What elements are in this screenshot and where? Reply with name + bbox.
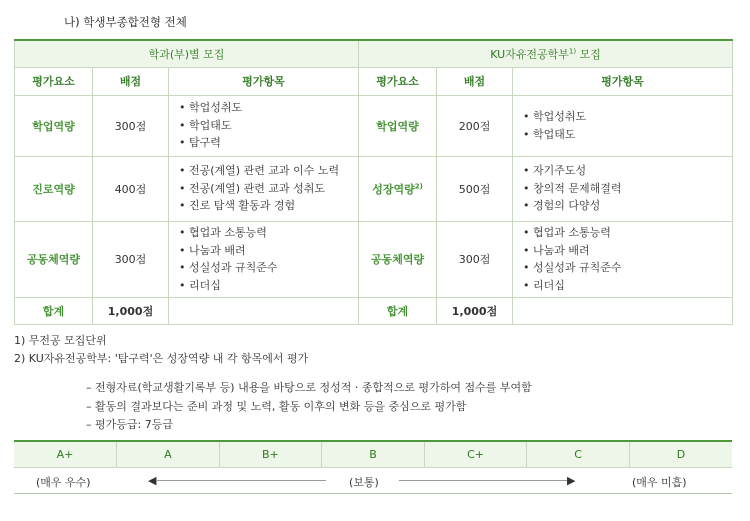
list-item: • 탐구력 bbox=[179, 134, 358, 152]
items-cell bbox=[513, 221, 733, 297]
items-cell bbox=[513, 95, 733, 156]
list-item: • 리더십 bbox=[523, 277, 732, 295]
empty-cell bbox=[169, 297, 359, 324]
group-header-ku-liberal: KU자유전공학부$^{1)}$ 모집 bbox=[359, 40, 733, 67]
list-item: • 성실성과 규칙준수 bbox=[179, 259, 358, 277]
category-cell: 성장역량$^{2)}$ bbox=[359, 156, 437, 221]
list-item: • 학업태도 bbox=[179, 117, 358, 135]
total-label-left: 합계 bbox=[15, 297, 93, 324]
scale-middle-label: (보통) bbox=[349, 476, 379, 489]
score-cell: 200점 bbox=[437, 95, 513, 156]
grade-b-plus: B+ bbox=[219, 441, 322, 467]
category-cell: 진로역량 bbox=[15, 156, 93, 221]
items-cell bbox=[513, 156, 733, 221]
evaluation-table bbox=[14, 39, 733, 325]
col-header-items-left: 평가항목 bbox=[169, 67, 359, 95]
items-cell bbox=[169, 221, 359, 297]
list-item: • 자기주도성 bbox=[523, 162, 732, 180]
evaluation-notes bbox=[86, 379, 532, 435]
list-item: • 협업과 소통능력 bbox=[523, 224, 732, 242]
table-row bbox=[15, 156, 733, 221]
list-item: • 진로 탐색 활동과 경험 bbox=[179, 197, 358, 215]
list-item: • 학업태도 bbox=[523, 126, 732, 144]
note-item: – 전형자료(학교생활기록부 등) 내용을 바탕으로 정성적 · 종합적으로 평가하여 점수를 부여함 bbox=[86, 381, 532, 394]
arrow-line-left bbox=[156, 480, 326, 481]
total-row bbox=[15, 297, 733, 324]
list-item: • 전공(계열) 관련 교과 성취도 bbox=[179, 180, 358, 198]
footnote-1: 1) 무전공 모집단위 bbox=[14, 334, 107, 347]
total-score-right: 1,000점 bbox=[437, 297, 513, 324]
list-item: • 창의적 문제해결력 bbox=[523, 180, 732, 198]
col-header-score-right: 배점 bbox=[437, 67, 513, 95]
table-row bbox=[15, 95, 733, 156]
col-header-element-left: 평가요소 bbox=[15, 67, 93, 95]
col-header-score-left: 배점 bbox=[93, 67, 169, 95]
score-cell: 300점 bbox=[437, 221, 513, 297]
category-cell: 학업역량 bbox=[359, 95, 437, 156]
list-item: • 나눔과 배려 bbox=[523, 242, 732, 260]
grade-a: A bbox=[117, 441, 220, 467]
arrow-right-icon: ▶ bbox=[567, 474, 576, 487]
grade-table bbox=[14, 440, 732, 468]
items-cell bbox=[169, 95, 359, 156]
footnote-2: 2) KU자유전공학부: '탐구력'은 성장역량 내 각 항목에서 평가 bbox=[14, 352, 309, 365]
table-row bbox=[15, 221, 733, 297]
list-item: • 리더십 bbox=[179, 277, 358, 295]
category-cell: 공동체역량 bbox=[15, 221, 93, 297]
grade-a-plus: A+ bbox=[14, 441, 117, 467]
score-cell: 400점 bbox=[93, 156, 169, 221]
empty-cell bbox=[513, 297, 733, 324]
group-header-department: 학과(부)별 모집 bbox=[15, 40, 359, 67]
scale-left-label: (매우 우수) bbox=[36, 476, 91, 489]
list-item: • 나눔과 배려 bbox=[179, 242, 358, 260]
grade-scale bbox=[14, 466, 732, 494]
list-item: • 전공(계열) 관련 교과 이수 노력 bbox=[179, 162, 358, 180]
score-cell: 300점 bbox=[93, 221, 169, 297]
items-cell bbox=[169, 156, 359, 221]
list-item: • 경험의 다양성 bbox=[523, 197, 732, 215]
footnotes bbox=[14, 332, 308, 368]
grade-d: D bbox=[629, 441, 732, 467]
list-item: • 성실성과 규칙준수 bbox=[523, 259, 732, 277]
total-score-left: 1,000점 bbox=[93, 297, 169, 324]
scale-right-label: (매우 미흡) bbox=[632, 476, 687, 489]
col-header-element-right: 평가요소 bbox=[359, 67, 437, 95]
total-label-right: 합계 bbox=[359, 297, 437, 324]
score-cell: 300점 bbox=[93, 95, 169, 156]
list-item: • 협업과 소통능력 bbox=[179, 224, 358, 242]
list-item: • 학업성취도 bbox=[179, 99, 358, 117]
section-title: 나) 학생부종합전형 전체 bbox=[64, 15, 187, 29]
arrow-line-right bbox=[399, 480, 569, 481]
score-cell: 500점 bbox=[437, 156, 513, 221]
grade-b: B bbox=[322, 441, 425, 467]
col-header-items-right: 평가항목 bbox=[513, 67, 733, 95]
note-item: – 평가등급: 7등급 bbox=[86, 418, 173, 431]
grade-c: C bbox=[527, 441, 630, 467]
category-cell: 공동체역량 bbox=[359, 221, 437, 297]
list-item: • 학업성취도 bbox=[523, 108, 732, 126]
grade-c-plus: C+ bbox=[424, 441, 527, 467]
arrow-left-icon: ◀ bbox=[148, 474, 157, 487]
note-item: – 활동의 결과보다는 준비 과정 및 노력, 활동 이후의 변화 등을 중심으로 평가함 bbox=[86, 399, 467, 413]
category-cell: 학업역량 bbox=[15, 95, 93, 156]
